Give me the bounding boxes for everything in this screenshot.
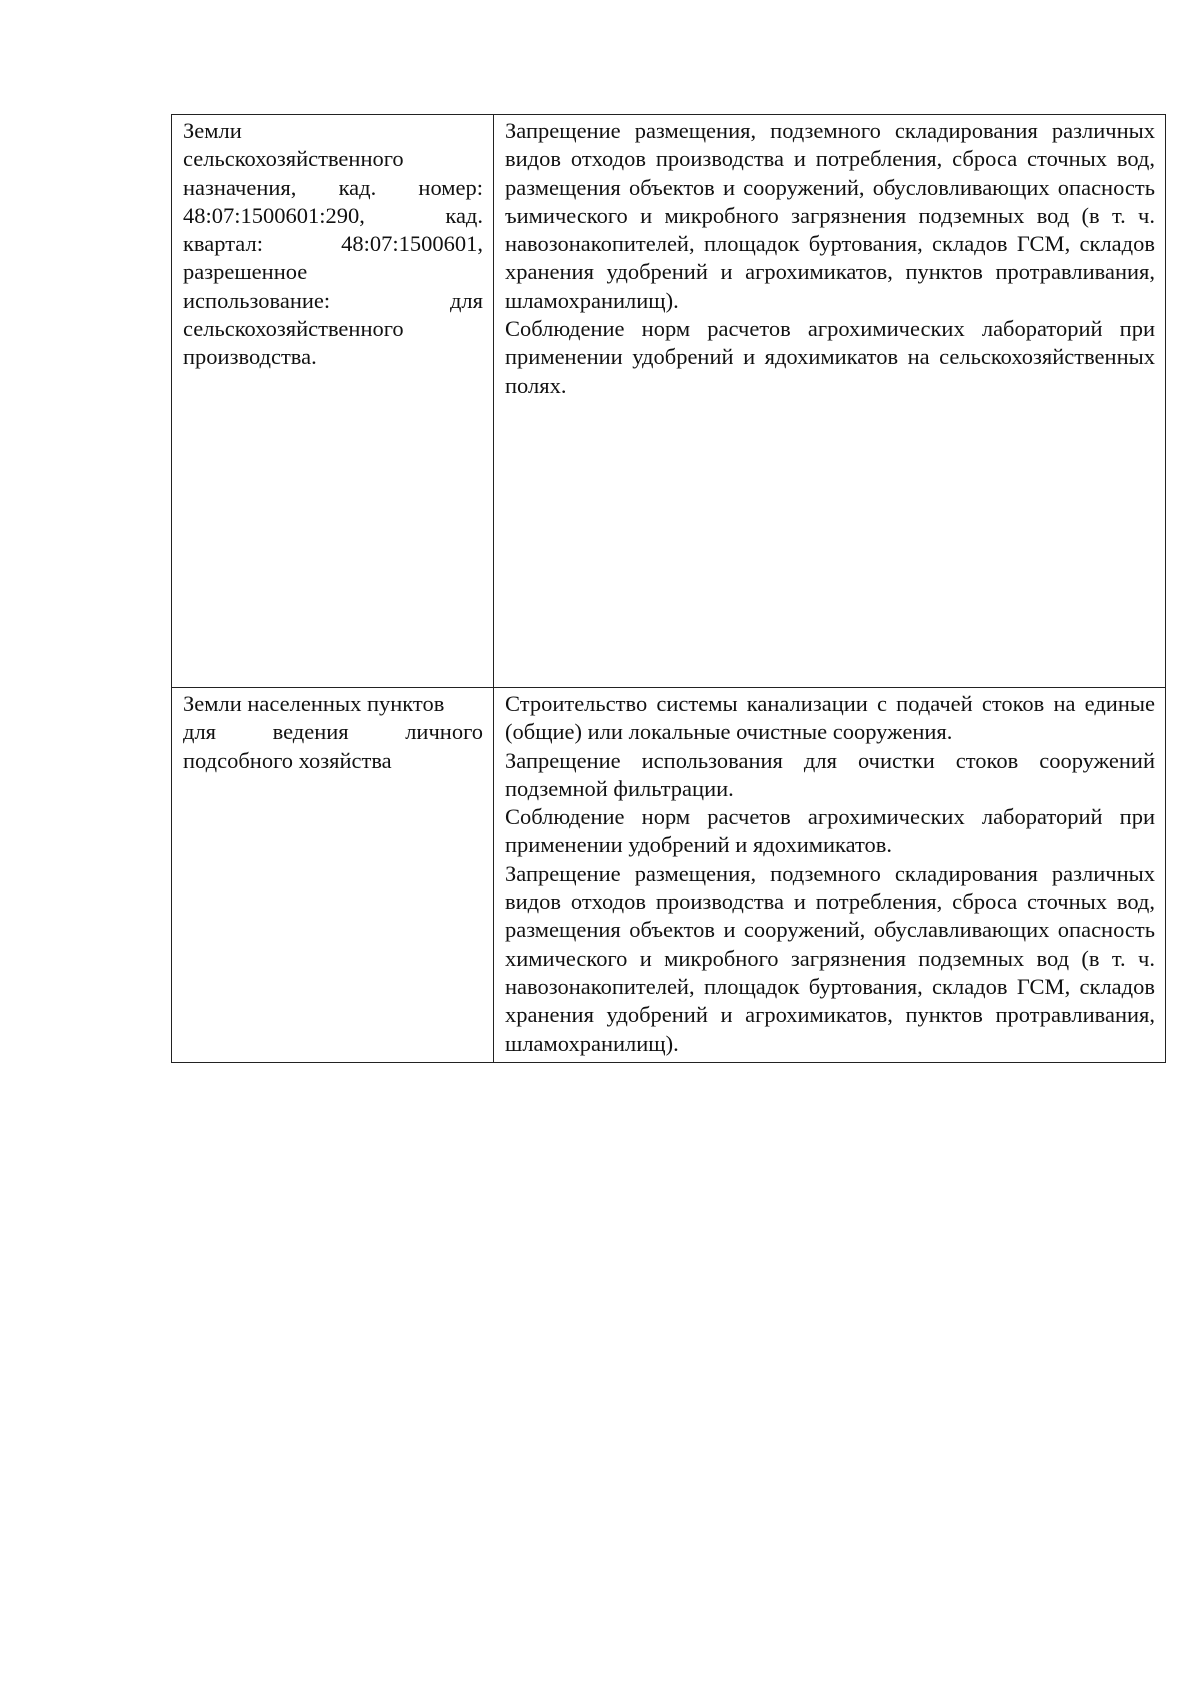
land-category-line: подсобного хозяйства bbox=[183, 747, 392, 773]
land-category-line: квартал: 48:07:1500601, bbox=[183, 231, 483, 257]
land-category-line: 48:07:1500601:290, кад. bbox=[183, 202, 483, 228]
measure-paragraph: Соблюдение норм расчетов агрохимических лабораторий при применении удобрений и ядохимикатов. bbox=[505, 804, 1155, 858]
table-row bbox=[172, 115, 1166, 688]
land-category-line: сельскохозяйственного bbox=[183, 146, 404, 172]
measures-cell bbox=[494, 115, 1166, 688]
land-category-line: для ведения личного bbox=[183, 719, 483, 745]
land-restrictions-table bbox=[171, 114, 1166, 1063]
measure-paragraph: Запрещение размещения, подземного складирования различных видов отходов производства и потребления, сброса сточных вод, размещения объектов и сооружений, обусловливающих опасность ъимического и микробного загрязнения подземных вод (в т. ч. навозонакопителей, площадок буртования, складов ГСМ, складов хранения удобрений и агрохимикатов, пунктов протравливания, шламохранилищ). bbox=[505, 118, 1155, 313]
measure-paragraph: Запрещение размещения, подземного складирования различных видов отходов производства и потребления, сброса сточных вод, размещения объектов и сооружений, обуславливающих опасность химического и микробного загрязнения подземных вод (в т. ч. навозонакопителей, площадок буртования, складов ГСМ, складов хранения удобрений и агрохимикатов, пунктов протравливания, шламохранилищ). bbox=[505, 860, 1155, 1056]
land-category-cell bbox=[172, 115, 494, 688]
measure-paragraph: Строительство системы канализации с подачей стоков на единые (общие) или локальные очистные сооружения. bbox=[505, 691, 1155, 745]
land-category-line: разрешенное bbox=[183, 259, 308, 285]
land-category-line: назначения, кад. номер: bbox=[183, 174, 483, 200]
land-category-line: Земли bbox=[183, 118, 242, 143]
land-category-line: Земли населенных пунктов bbox=[183, 691, 445, 716]
land-category-line: производства. bbox=[183, 344, 317, 370]
measures-cell bbox=[494, 688, 1166, 1063]
measure-paragraph: Соблюдение норм расчетов агрохимических лабораторий при применении удобрений и ядохимикатов на сельскохозяйственных полях. bbox=[505, 316, 1155, 398]
table-row bbox=[172, 688, 1166, 1063]
measure-paragraph: Запрещение использования для очистки стоков сооружений подземной фильтрации. bbox=[505, 747, 1155, 801]
land-category-line: использование: для bbox=[183, 287, 483, 313]
land-category-cell bbox=[172, 688, 494, 1063]
land-category-line: сельскохозяйственного bbox=[183, 316, 404, 342]
